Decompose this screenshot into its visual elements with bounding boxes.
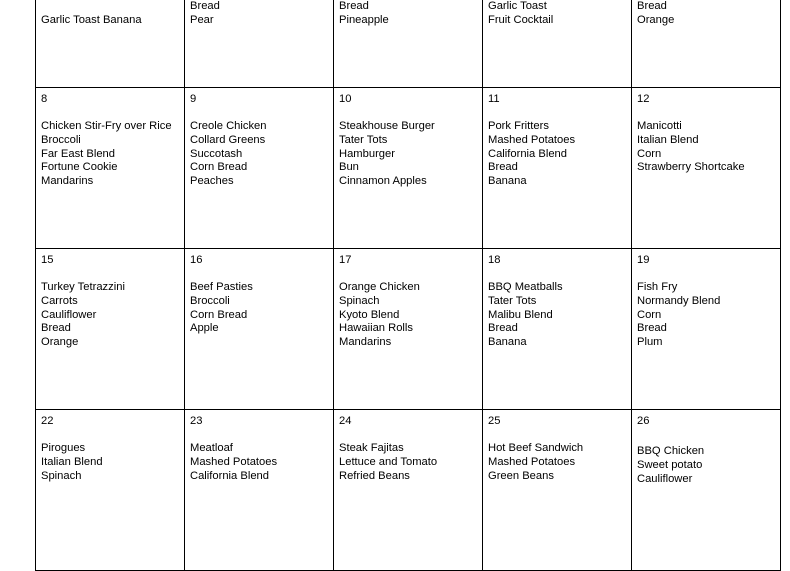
calendar-day-cell	[334, 0, 483, 88]
day-content	[36, 410, 184, 511]
menu-item: Bread	[637, 322, 776, 336]
calendar-day-cell	[334, 88, 483, 249]
menu-item: Bread	[488, 161, 627, 175]
day-content	[334, 0, 482, 28]
day-number: 10	[339, 93, 478, 107]
day-number: 18	[488, 254, 627, 268]
calendar-day-cell	[185, 249, 334, 410]
menu-item: Orange Chicken	[339, 281, 478, 295]
day-content	[334, 249, 482, 350]
menu-item: Corn Bread	[190, 161, 329, 175]
calendar-week-row	[36, 410, 781, 571]
menu-item: Italian Blend	[637, 134, 776, 148]
day-number: 11	[488, 93, 627, 107]
menu-item: Hamburger	[339, 148, 478, 162]
day-spacer	[41, 429, 180, 443]
menu-item	[637, 486, 776, 500]
menu-item: Far East Blend	[41, 148, 180, 162]
menu-item: Garlic Toast Banana	[41, 14, 180, 28]
menu-item: Lettuce and Tomato	[339, 456, 478, 470]
menu-item: Apple	[190, 322, 329, 336]
day-number: 8	[41, 93, 180, 107]
menu-item: Broccoli	[190, 295, 329, 309]
day-content	[632, 410, 780, 514]
calendar-week-row	[36, 0, 781, 88]
calendar-week-row	[36, 88, 781, 249]
calendar-day-cell	[483, 249, 632, 410]
day-spacer	[190, 268, 329, 282]
menu-item: Fish Fry	[637, 281, 776, 295]
menu-item: Mashed Potatoes	[190, 456, 329, 470]
day-content	[483, 249, 631, 350]
day-content	[632, 88, 780, 189]
menu-item: Bread	[488, 322, 627, 336]
day-number: 24	[339, 415, 478, 429]
menu-item: Pork Fritters	[488, 120, 627, 134]
menu-item: Beef Pasties	[190, 281, 329, 295]
calendar-day-cell	[36, 88, 185, 249]
menu-item: Bread	[190, 0, 329, 14]
menu-item: Mashed Potatoes	[488, 456, 627, 470]
menu-item: Italian Blend	[41, 456, 180, 470]
menu-item	[190, 497, 329, 511]
day-number: 15	[41, 254, 180, 268]
menu-item: Manicotti	[637, 120, 776, 134]
day-content	[483, 88, 631, 189]
day-number: 26	[637, 415, 776, 429]
menu-item: Orange	[637, 14, 776, 28]
menu-item: Tater Tots	[488, 295, 627, 309]
menu-item: BBQ Meatballs	[488, 281, 627, 295]
menu-item: Malibu Blend	[488, 309, 627, 323]
menu-item: Bread	[339, 0, 478, 14]
day-number: 16	[190, 254, 329, 268]
day-spacer	[41, 107, 180, 121]
menu-item	[488, 483, 627, 497]
menu-item	[41, 483, 180, 497]
day-content	[483, 410, 631, 511]
calendar-day-cell	[185, 88, 334, 249]
day-content	[185, 410, 333, 511]
calendar-day-cell	[36, 410, 185, 571]
menu-item: Carrots	[41, 295, 180, 309]
day-spacer	[637, 107, 776, 121]
menu-item: California Blend	[488, 148, 627, 162]
menu-item	[41, 497, 180, 511]
day-number: 22	[41, 415, 180, 429]
menu-item: Refried Beans	[339, 470, 478, 484]
day-spacer	[488, 429, 627, 443]
menu-item: Normandy Blend	[637, 295, 776, 309]
calendar-day-cell	[483, 88, 632, 249]
menu-item	[488, 497, 627, 511]
menu-item	[637, 175, 776, 189]
day-number: 9	[190, 93, 329, 107]
day-content	[334, 88, 482, 189]
day-spacer	[190, 429, 329, 443]
menu-item: California Blend	[190, 470, 329, 484]
menu-item: Mandarins	[41, 175, 180, 189]
menu-item: Mashed Potatoes	[488, 134, 627, 148]
calendar-day-cell	[185, 0, 334, 88]
menu-item: Bread	[41, 322, 180, 336]
menu-item: Cauliflower	[637, 473, 776, 487]
menu-item: Chicken Stir-Fry over Rice	[41, 120, 180, 134]
calendar-day-cell	[36, 249, 185, 410]
calendar-day-cell	[36, 0, 185, 88]
menu-item: Spinach	[41, 470, 180, 484]
day-spacer	[637, 429, 776, 446]
menu-item	[41, 0, 180, 14]
menu-item: Sweet potato	[637, 459, 776, 473]
menu-item: Bun	[339, 161, 478, 175]
menu-item: Banana	[488, 175, 627, 189]
day-spacer	[339, 429, 478, 443]
day-number: 25	[488, 415, 627, 429]
menu-item: Hawaiian Rolls	[339, 322, 478, 336]
menu-item: Corn Bread	[190, 309, 329, 323]
menu-item: Kyoto Blend	[339, 309, 478, 323]
day-spacer	[41, 268, 180, 282]
menu-item: Garlic Toast	[488, 0, 627, 14]
day-content	[36, 249, 184, 350]
menu-item	[339, 497, 478, 511]
menu-item	[339, 483, 478, 497]
menu-item: Strawberry Shortcake	[637, 161, 776, 175]
menu-item: Hot Beef Sandwich	[488, 442, 627, 456]
menu-item: Corn	[637, 148, 776, 162]
calendar-day-cell	[632, 249, 781, 410]
menu-item: Corn	[637, 309, 776, 323]
calendar-week-row	[36, 249, 781, 410]
day-content	[185, 249, 333, 350]
calendar-day-cell	[483, 0, 632, 88]
calendar-day-cell	[632, 410, 781, 571]
menu-item: Turkey Tetrazzini	[41, 281, 180, 295]
calendar-day-cell	[483, 410, 632, 571]
calendar-day-cell	[185, 410, 334, 571]
menu-item: BBQ Chicken	[637, 445, 776, 459]
menu-item: Spinach	[339, 295, 478, 309]
day-number: 23	[190, 415, 329, 429]
menu-item: Orange	[41, 336, 180, 350]
day-spacer	[488, 107, 627, 121]
day-spacer	[637, 268, 776, 282]
day-spacer	[339, 107, 478, 121]
menu-item: Fortune Cookie	[41, 161, 180, 175]
day-content	[185, 0, 333, 28]
menu-item: Green Beans	[488, 470, 627, 484]
menu-item: Cauliflower	[41, 309, 180, 323]
calendar-day-cell	[334, 410, 483, 571]
day-spacer	[488, 268, 627, 282]
day-content	[185, 88, 333, 189]
menu-item: Pirogues	[41, 442, 180, 456]
menu-item	[190, 336, 329, 350]
day-spacer	[190, 107, 329, 121]
menu-item: Meatloaf	[190, 442, 329, 456]
calendar-day-cell	[632, 0, 781, 88]
menu-item: Collard Greens	[190, 134, 329, 148]
day-content	[632, 0, 780, 28]
day-content	[36, 0, 184, 28]
menu-item: Mandarins	[339, 336, 478, 350]
menu-item: Creole Chicken	[190, 120, 329, 134]
menu-item: Steak Fajitas	[339, 442, 478, 456]
calendar-day-cell	[632, 88, 781, 249]
calendar-day-cell	[334, 249, 483, 410]
menu-item: Pear	[190, 14, 329, 28]
menu-item: Peaches	[190, 175, 329, 189]
menu-item	[637, 500, 776, 514]
day-content	[36, 88, 184, 189]
day-number: 12	[637, 93, 776, 107]
menu-item: Fruit Cocktail	[488, 14, 627, 28]
menu-item: Bread	[637, 0, 776, 14]
day-number: 19	[637, 254, 776, 268]
day-content	[334, 410, 482, 511]
day-number: 17	[339, 254, 478, 268]
day-spacer	[339, 268, 478, 282]
lunch-menu-calendar	[35, 0, 781, 571]
menu-item: Pineapple	[339, 14, 478, 28]
menu-item: Cinnamon Apples	[339, 175, 478, 189]
menu-item: Steakhouse Burger	[339, 120, 478, 134]
menu-item: Banana	[488, 336, 627, 350]
menu-item: Tater Tots	[339, 134, 478, 148]
menu-item	[190, 483, 329, 497]
menu-item: Succotash	[190, 148, 329, 162]
menu-item: Broccoli	[41, 134, 180, 148]
menu-item: Plum	[637, 336, 776, 350]
day-content	[483, 0, 631, 28]
day-content	[632, 249, 780, 350]
